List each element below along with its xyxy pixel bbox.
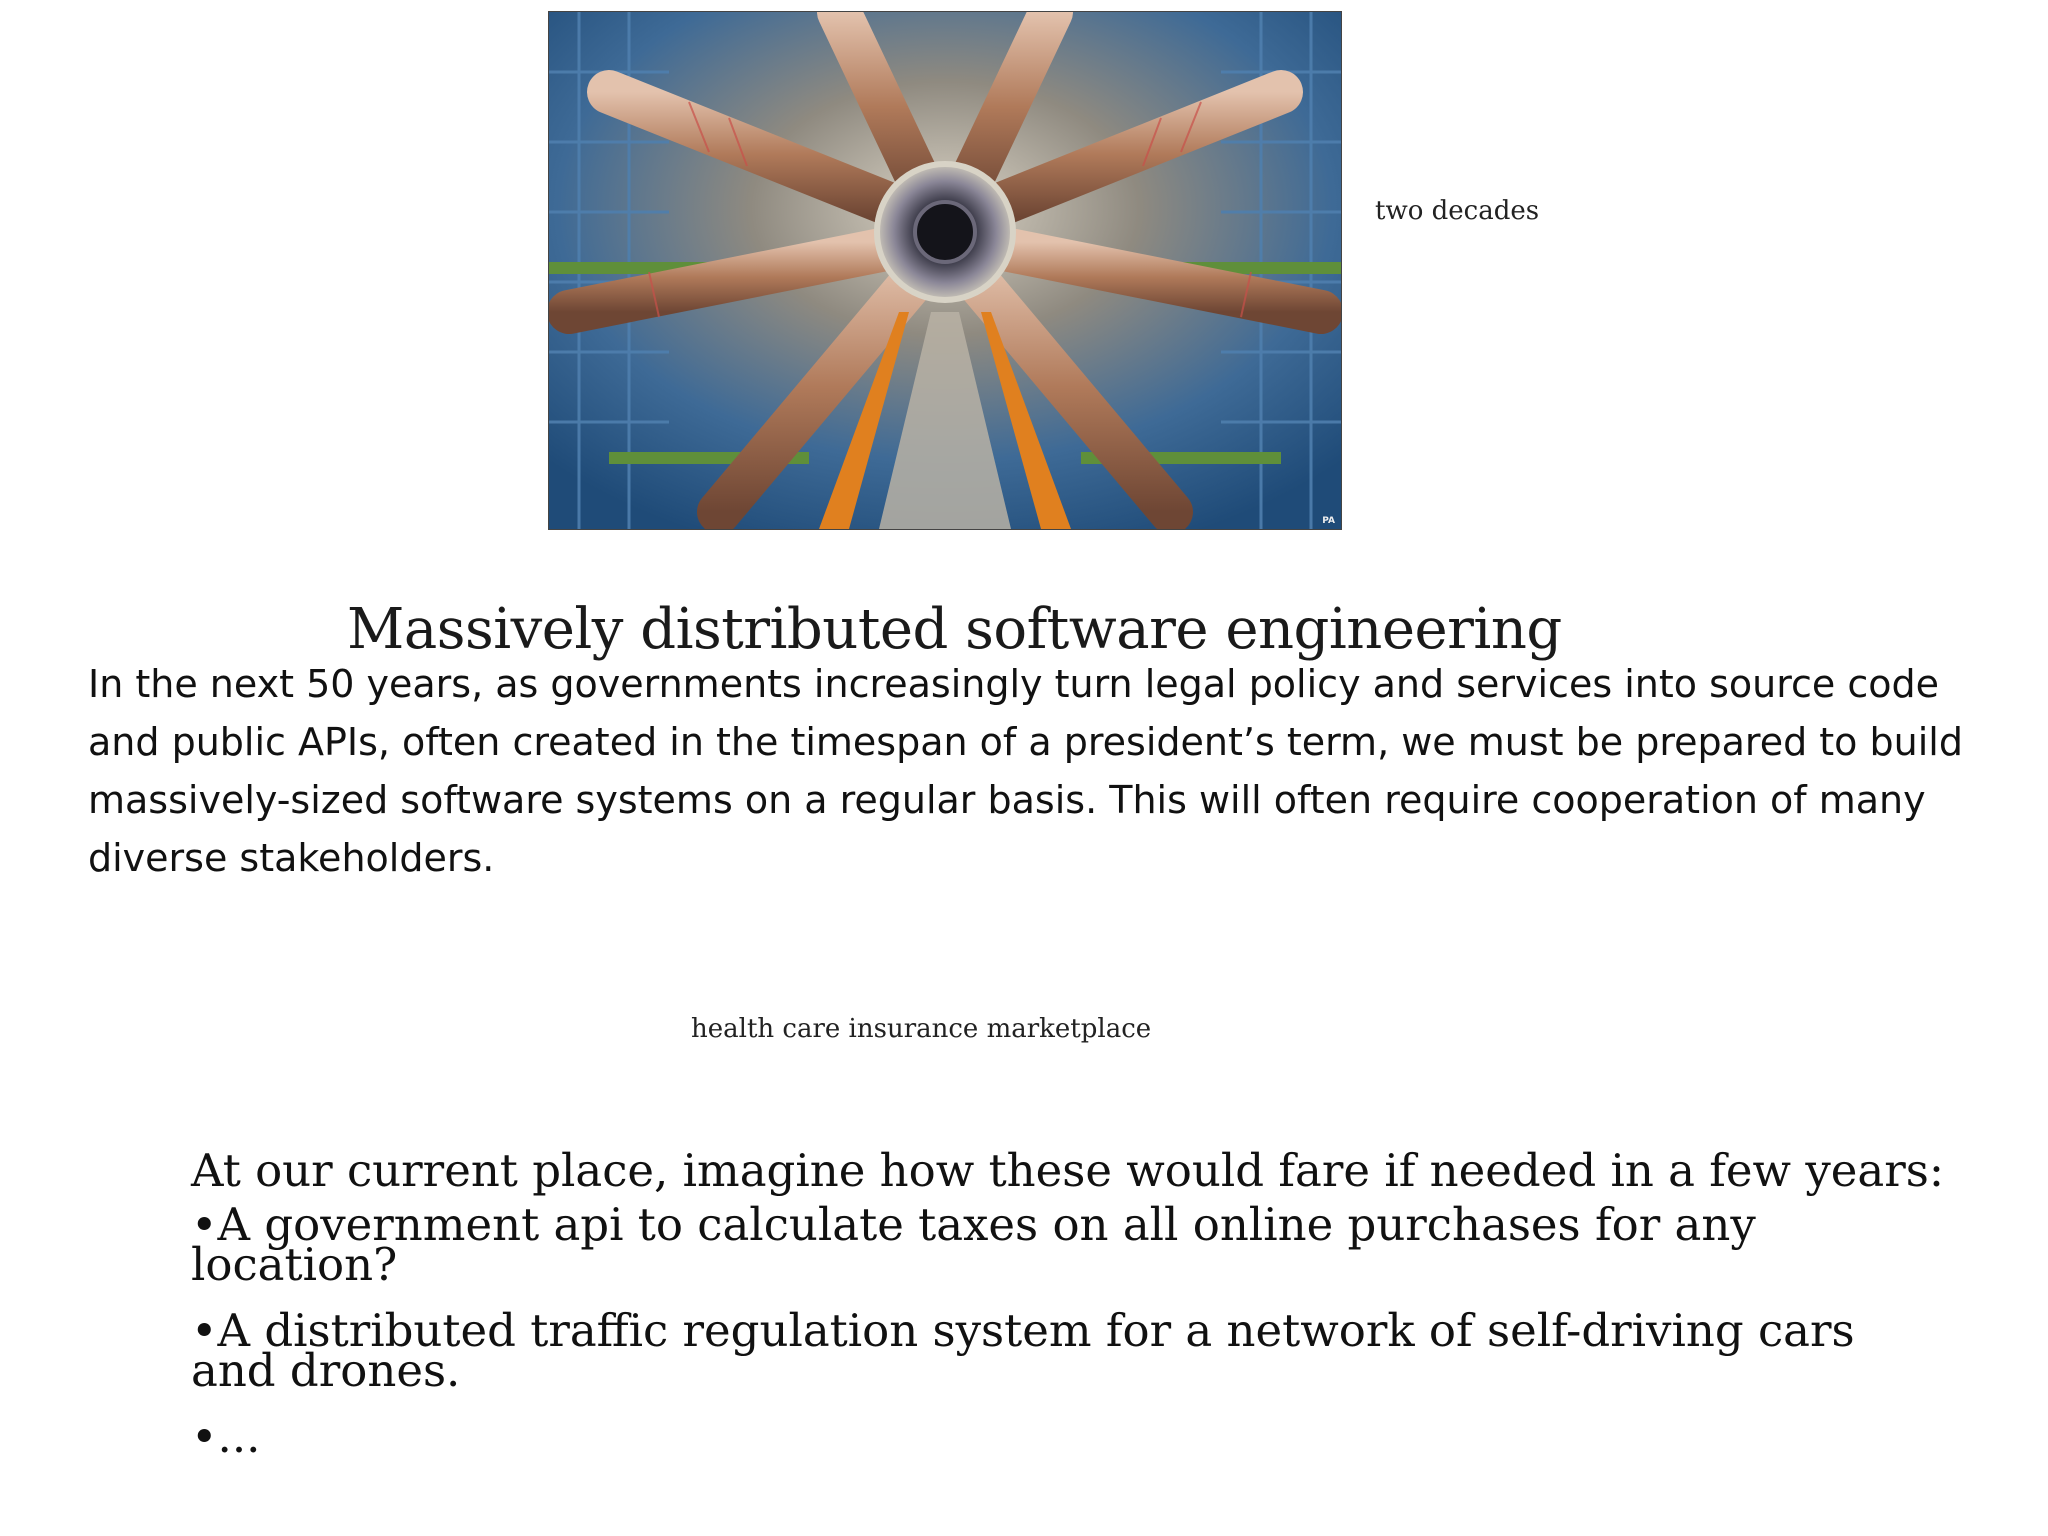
caption-two-decades: two decades <box>1375 196 1540 226</box>
detector-illustration <box>549 12 1341 529</box>
list-item <box>191 1410 1951 1463</box>
photo-credit: PA <box>1322 516 1335 526</box>
bullet: • <box>191 1304 218 1357</box>
list-item-text: ... <box>217 1410 261 1463</box>
list-item-text: A government api to calculate taxes on all online purchases for any location? <box>191 1198 1756 1291</box>
body-paragraph: In the next 50 years, as governments increasingly turn legal policy and services into source code and public APIs, often created in the timespan of a president’s term, we must be prepared to build massively-sized software systems on a regular basis. This will often require cooperation of many diverse stakeholders. <box>88 662 1963 880</box>
bullet: • <box>191 1198 218 1251</box>
page-title: Massively distributed software engineering <box>347 597 1562 662</box>
list-item-text: A distributed traffic regulation system for a network of self-driving cars and drones. <box>191 1304 1855 1397</box>
list-item <box>191 1198 1951 1291</box>
detector-photo <box>548 11 1342 530</box>
closing-section <box>191 1139 1951 1483</box>
closing-list <box>191 1198 1951 1463</box>
bullet: • <box>191 1410 218 1463</box>
closing-lead: At our current place, imagine how these would fare if needed in a few years: <box>191 1144 1945 1197</box>
caption-health-care: health care insurance marketplace <box>691 1014 1152 1044</box>
list-item <box>191 1304 1951 1397</box>
